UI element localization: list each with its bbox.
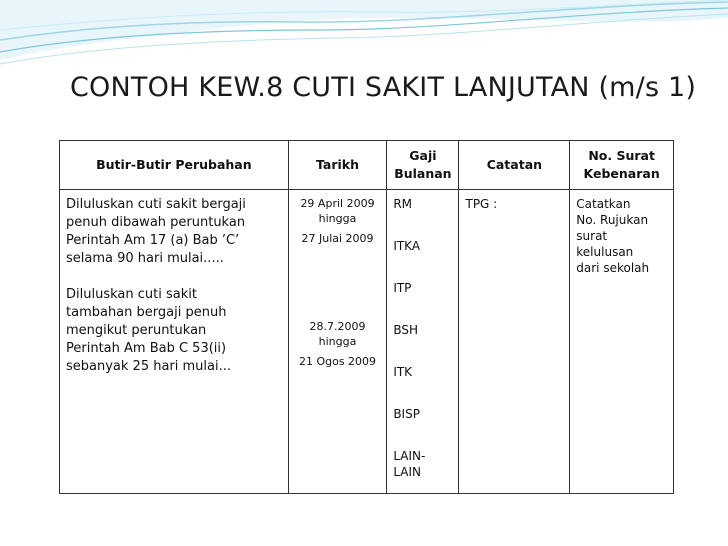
butir-line: Perintah Am Bab C 53(ii) xyxy=(66,341,227,356)
tarikh-mid: hingga xyxy=(318,335,357,348)
header-surat-line1: No. Surat xyxy=(588,148,655,163)
gaji-item: LAIN- xyxy=(393,449,426,463)
surat-cell xyxy=(570,190,674,494)
catatan-cell: TPG : xyxy=(459,190,570,494)
table-header-row xyxy=(60,141,674,190)
table-row xyxy=(60,190,674,494)
butir-line: tambahan bergaji penuh xyxy=(66,305,227,320)
header-surat xyxy=(570,141,674,190)
butir-line: Diluluskan cuti sakit bergaji xyxy=(66,197,246,212)
surat-line: dari sekolah xyxy=(576,261,650,275)
header-catatan: Catatan xyxy=(459,141,570,190)
tarikh-end: 21 Ogos 2009 xyxy=(298,355,377,368)
header-surat-line2: Kebenaran xyxy=(583,166,660,181)
header-wave-decoration xyxy=(0,0,728,80)
slide-title: CONTOH KEW.8 CUTI SAKIT LANJUTAN (m/s 1) xyxy=(70,72,697,103)
header-butir: Butir-Butir Perubahan xyxy=(60,141,289,190)
surat-line: surat xyxy=(576,229,608,243)
gaji-item: ITKA xyxy=(393,239,421,253)
header-tarikh: Tarikh xyxy=(288,141,387,190)
tarikh-mid: hingga xyxy=(318,212,357,225)
surat-line: No. Rujukan xyxy=(576,213,649,227)
tarikh-start: 28.7.2009 xyxy=(309,320,366,333)
gaji-item: ITP xyxy=(393,281,412,295)
butir-line: sebanyak 25 hari mulai... xyxy=(66,359,232,374)
gaji-item: BISP xyxy=(393,407,420,421)
gaji-item: BSH xyxy=(393,323,418,337)
butir-line: penuh dibawah peruntukan xyxy=(66,215,246,230)
gaji-item: RM xyxy=(393,197,413,211)
gaji-cell xyxy=(387,190,459,494)
butir-line: selama 90 hari mulai..... xyxy=(66,251,224,266)
header-gaji-line1: Gaji xyxy=(409,148,437,163)
header-gaji xyxy=(387,141,459,190)
header-gaji-line2: Bulanan xyxy=(394,166,452,181)
kew8-table xyxy=(59,140,674,494)
gaji-item: LAIN xyxy=(393,465,421,479)
butir-line: Diluluskan cuti sakit xyxy=(66,287,197,302)
butir-cell xyxy=(60,190,289,494)
surat-line: kelulusan xyxy=(576,245,634,259)
butir-line: Perintah Am 17 (a) Bab ’C’ xyxy=(66,233,240,248)
gaji-item: ITK xyxy=(393,365,413,379)
tarikh-end: 27 Julai 2009 xyxy=(301,232,374,245)
tarikh-start: 29 April 2009 xyxy=(300,197,375,210)
surat-line: Catatkan xyxy=(576,197,631,211)
tarikh-cell xyxy=(288,190,387,494)
butir-line: mengikut peruntukan xyxy=(66,323,207,338)
